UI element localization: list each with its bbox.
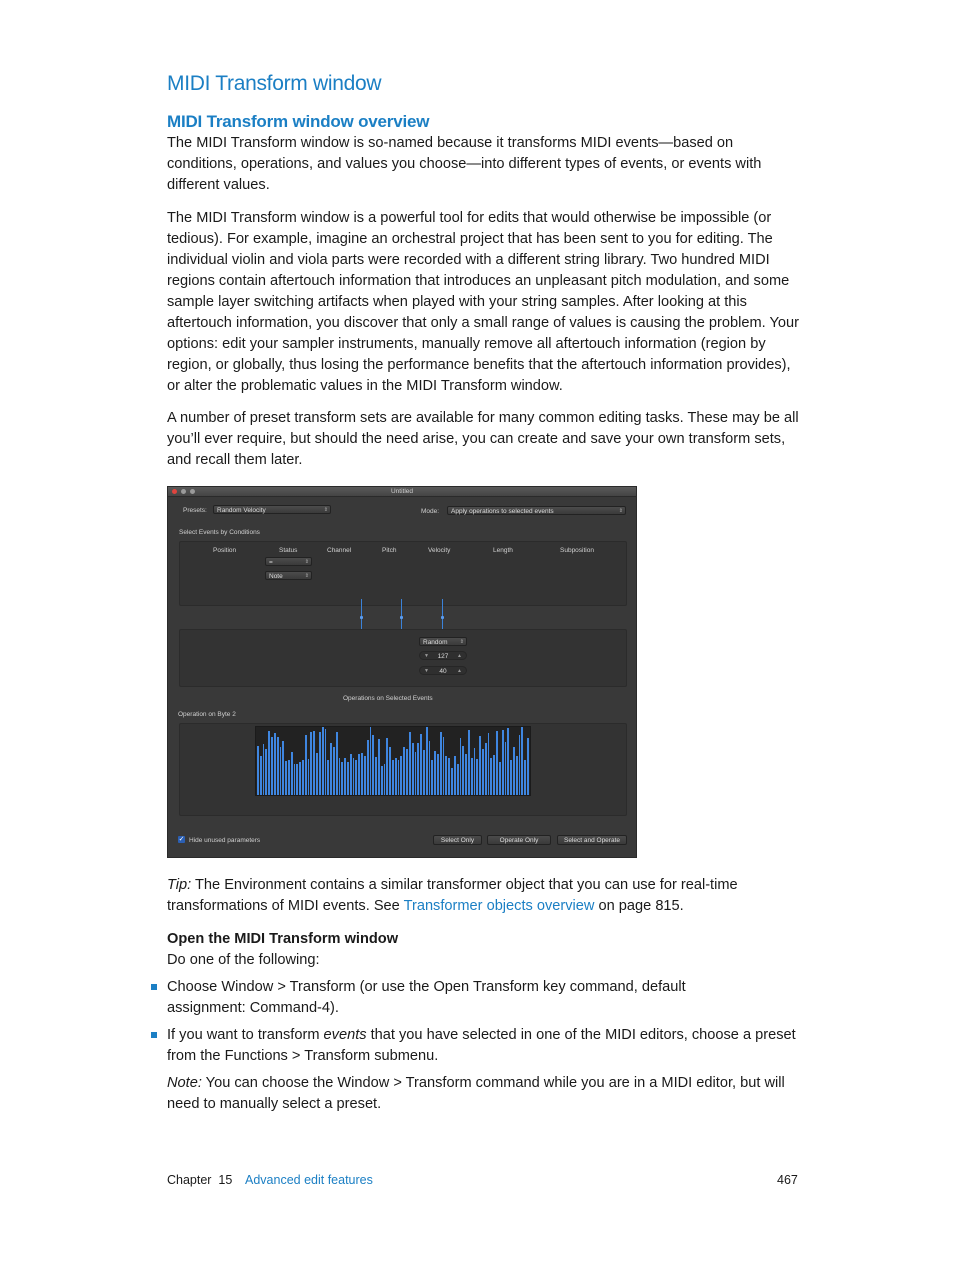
bullet-2-post: that you have selected in one of the MIDI editors, choose a preset from the Functions > Transform submenu. [167,1027,796,1064]
graph-bar [308,759,310,795]
graph-bar [370,727,372,795]
select-and-operate-button[interactable]: Select and Operate [557,835,627,845]
presets-label: Presets: [183,507,207,514]
graph-bar [406,749,408,795]
column-status: Status [279,547,298,554]
graph-bar [280,747,282,795]
increment-icon[interactable]: ▲ [457,653,462,659]
graph-bar [403,747,405,795]
graph-bar [367,740,369,795]
graph-bar [499,762,501,795]
task-title: Open the MIDI Transform window [167,931,399,947]
graph-bar [322,727,324,795]
mode-value: Apply operations to selected events [451,508,554,515]
graph-bar [398,760,400,795]
graph-bar [294,764,296,795]
paragraph-1: The MIDI Transform window is so-named because it transforms MIDI events—based on conditions, operations, and values you choose—into different types of events, or events with different values. [167,135,762,193]
hide-unused-checkbox[interactable]: ✓ [178,836,185,843]
graph-bar [299,762,301,795]
graph-bar [310,732,312,795]
graph-bar [268,731,270,795]
graph-bar [364,756,366,795]
velocity-value2-stepper[interactable] [419,666,467,675]
connector-node [400,616,403,619]
graph-bar [513,747,515,795]
tip-label: Tip: [167,877,192,893]
graph-bar [443,737,445,795]
footer-chapter: Chapter 15 [167,1173,233,1187]
graph-bar [296,764,298,795]
graph-bar [417,743,419,795]
presets-value: Random Velocity [217,507,266,514]
graph-bar [355,760,357,795]
graph-bar [392,760,394,795]
graph-bar [285,761,287,795]
graph-bar [454,756,456,795]
connector-node [360,616,363,619]
graph-bar [457,764,459,795]
graph-bar [375,757,377,795]
tip-paragraph [167,875,803,917]
bullet-1: Choose Window > Transform (or use the Open Transform key command, default assignment: Command-4). [167,979,686,1016]
graph-bar [451,768,453,795]
graph-bar [434,751,436,795]
conditions-label: Select Events by Conditions [179,529,260,536]
status-value-popup[interactable] [265,571,312,580]
graph-bar [505,742,507,795]
bullet-2-emphasis: events [323,1027,367,1043]
column-subposition: Subposition [560,547,594,554]
midi-transform-window [167,486,637,858]
graph-bar [474,748,476,795]
graph-bar [327,760,329,795]
graph-bar [336,732,338,795]
bullet-2-pre: If you want to transform [167,1027,324,1043]
graph-bar [395,758,397,795]
graph-bar [288,760,290,795]
graph-bar [291,752,293,795]
graph-bar [488,733,490,795]
graph-bar [257,746,259,795]
graph-bar [271,737,273,795]
updown-arrows-icon: ⇕ [304,559,309,565]
graph-bar [516,756,518,795]
column-velocity: Velocity [428,547,451,554]
graph-bar [479,736,481,795]
graph-bar [502,730,504,795]
task-intro: Do one of the following: [167,952,320,968]
graph-bar [378,739,380,795]
graph-bar [415,752,417,795]
velocity-value1-stepper[interactable] [419,651,467,660]
operations-panel [179,629,627,687]
graph-bar [412,743,414,795]
updown-arrows-icon: ⇕ [304,573,309,579]
graph-bar [460,738,462,795]
graph-bar [423,750,425,795]
increment-icon[interactable]: ▲ [457,668,462,674]
graph-bar [302,760,304,795]
graph-bar [462,746,464,795]
footer-chapter-link[interactable]: Advanced edit features [245,1173,373,1187]
graph-bar [305,735,307,795]
graph-bar [431,760,433,795]
bullet-icon [151,984,157,990]
column-pitch: Pitch [382,547,397,554]
window-title: Untitled [390,488,414,495]
byte2-label: Operation on Byte 2 [178,711,236,718]
velocity-operation-value: Random [423,639,448,646]
velocity-value2: 40 [439,668,447,675]
decrement-icon[interactable]: ▼ [424,668,429,674]
updown-arrows-icon: ⇕ [618,508,623,514]
mode-label: Mode: [421,508,440,515]
window-titlebar [168,487,636,497]
page-number: 467 [777,1173,798,1187]
graph-bar [330,743,332,795]
connector-node [441,616,444,619]
graph-bar [468,730,470,795]
graph-bar [347,762,349,795]
graph-bar [381,766,383,795]
paragraph-2: The MIDI Transform window is a powerful tool for edits that would otherwise be impossible (or tedious). For example, imagine an orchestral project that has been sent to you for editing. The individual violin and viola parts were recorded with a different string library. Two hundred MIDI regions contain aftertouch information that introduces an unpleasant pitch modulation, and some sample layer switching artifacts when played with your string samples. After looking at this aftertouch information, you discover that only a small range of values is causing the problem. Your options: edit your sampler instruments, manually remove all aftertouch information (region by region, or globally, thus losing the performance benefits that the aftertouch information provides), or alter the problematic values in the MIDI Transform window. [167,210,799,394]
graph-bar [485,743,487,795]
graph-bar [519,735,521,795]
graph-bar [386,738,388,795]
hide-unused-label: Hide unused parameters [189,837,261,844]
graph-bar [482,749,484,795]
graph-bar [344,758,346,795]
column-length: Length [493,547,513,554]
operations-label: Operations on Selected Events [343,695,433,702]
graph-bar [420,734,422,795]
presets-popup[interactable] [213,505,331,514]
updown-arrows-icon: ⇕ [323,507,328,513]
column-position: Position [213,547,237,554]
graph-bar [361,753,363,795]
graph-bar [496,731,498,795]
section-title: MIDI Transform window overview [167,112,430,131]
graph-bar [350,754,352,795]
graph-bar [260,756,262,795]
graph-bar [353,758,355,795]
graph-bar [471,758,473,795]
graph-bar [490,758,492,795]
graph-bar [372,735,374,795]
graph-bar [282,741,284,795]
graph-bar [426,727,428,795]
graph-bar [429,741,431,795]
graph-bar [409,732,411,795]
velocity-value1: 127 [437,653,449,660]
graph-bar [437,754,439,795]
velocity-operation-popup[interactable] [419,637,467,646]
graph-bar [465,754,467,795]
graph-bar [507,728,509,795]
graph-bar [274,733,276,795]
graph-bar [440,732,442,795]
graph-bar [316,753,318,795]
byte2-value-graph[interactable] [255,726,531,796]
graph-bar [510,760,512,795]
updown-arrows-icon: ⇕ [459,639,464,645]
graph-bar [313,731,315,795]
graph-bar [445,756,447,795]
graph-bar [493,755,495,795]
status-operator-popup[interactable] [265,557,312,566]
graph-bar [527,738,529,795]
graph-bar [384,764,386,795]
page-title: MIDI Transform window [167,72,382,95]
note-label: Note: [167,1075,202,1091]
graph-bar [339,758,341,795]
graph-bar [389,747,391,795]
graph-bar [400,756,402,795]
tip-suffix: on page 815. [594,898,684,914]
graph-bar [319,732,321,795]
bullet-icon [151,1032,157,1038]
graph-bar [524,760,526,795]
graph-bar [325,729,327,795]
graph-bar [448,758,450,795]
tip-text: The Environment contains a similar transformer object that you can use for real-time transformations of MIDI events. See [167,877,738,914]
operate-only-button[interactable]: Operate Only [487,835,551,845]
status-value: Note [269,573,283,580]
graph-bar [476,759,478,795]
transformer-objects-link[interactable]: Transformer objects overview [403,898,595,914]
bullet-2 [167,1025,803,1067]
graph-bar [277,737,279,795]
note-text: You can choose the Window > Transform command while you are in a MIDI editor, but will need to manually select a preset. [167,1075,785,1112]
graph-bar [263,744,265,795]
graph-bar [333,747,335,795]
decrement-icon[interactable]: ▼ [424,653,429,659]
paragraph-3: A number of preset transform sets are available for many common editing tasks. These may be all you’ll ever require, but should the need arise, you can create and save your own transform sets, and recall them later. [167,410,799,468]
graph-bar [358,754,360,795]
column-channel: Channel [327,547,352,554]
graph-bar [265,749,267,795]
status-operator-value: = [269,559,273,566]
note-paragraph [167,1073,803,1115]
graph-bar [521,727,523,795]
mode-popup[interactable] [447,506,626,515]
select-only-button[interactable]: Select Only [433,835,482,845]
graph-bar [341,762,343,795]
